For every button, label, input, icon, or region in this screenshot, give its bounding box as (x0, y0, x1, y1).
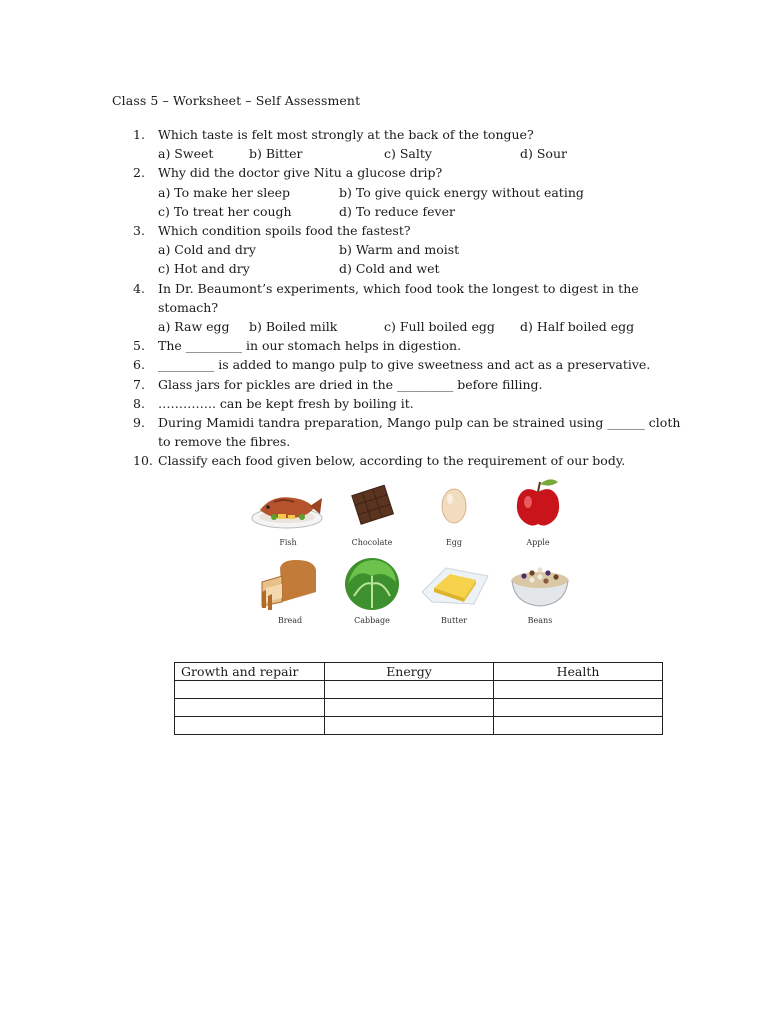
question-text: The _________ in our stomach helps in digestion. (158, 338, 462, 354)
bread-icon (252, 558, 328, 614)
question-number: 7. (133, 376, 145, 392)
table-row (175, 681, 663, 699)
question-6 (133, 355, 693, 374)
question-number: 5. (133, 338, 145, 354)
question-2 (133, 163, 693, 221)
table-row (175, 699, 663, 717)
cabbage-icon (334, 554, 410, 614)
food-label: Chocolate (351, 538, 393, 547)
table-cell (325, 681, 494, 699)
butter-icon (416, 558, 492, 614)
option-row (158, 259, 693, 278)
food-label: Bread (277, 616, 303, 625)
option-b: b) Warm and moist (339, 242, 460, 258)
option-a: a) Cold and dry (158, 242, 256, 258)
question-list (133, 125, 693, 471)
question-3 (133, 221, 693, 279)
option-b: b) Boiled milk (249, 319, 338, 335)
option-row (158, 317, 693, 336)
question-4 (133, 279, 693, 337)
question-5 (133, 336, 693, 355)
question-text: Why did the doctor give Nitu a glucose drip? (158, 165, 443, 181)
food-label: Cabbage (354, 616, 390, 625)
table-cell (325, 717, 494, 735)
table-cell (325, 699, 494, 717)
table-cell (175, 717, 325, 735)
column-header-health: Health (494, 663, 663, 681)
question-number: 6. (133, 357, 145, 373)
table-cell (494, 717, 663, 735)
food-item-cabbage (334, 554, 414, 626)
food-item-bread (252, 558, 332, 630)
food-label: Fish (279, 538, 297, 547)
option-b: b) To give quick energy without eating (339, 184, 584, 200)
question-text: Which taste is felt most strongly at the back of the tongue? (158, 127, 534, 142)
apple-icon (500, 474, 576, 536)
option-d: d) Cold and wet (339, 261, 440, 277)
option-b: b) Bitter (249, 146, 303, 162)
table-cell (175, 681, 325, 699)
food-item-apple (500, 474, 580, 546)
question-number: 1. (133, 127, 145, 142)
question-text: ………….. can be kept fresh by boiling it. (158, 395, 414, 411)
question-text: During Mamidi tandra preparation, Mango pulp can be strained using ______ cloth to remove the fibres. (158, 415, 681, 450)
option-d: d) Half boiled egg (520, 319, 635, 335)
food-label: Apple (526, 538, 550, 547)
question-number: 2. (133, 165, 145, 181)
option-c: c) To treat her cough (158, 203, 292, 219)
question-text: Glass jars for pickles are dried in the _________ before filling. (158, 376, 543, 392)
question-number: 9. (133, 415, 145, 431)
question-8 (133, 394, 693, 413)
question-number: 4. (133, 280, 145, 296)
chocolate-icon (334, 480, 410, 536)
table-row (175, 717, 663, 735)
question-text: In Dr. Beaumont’s experiments, which food took the longest to digest in the stomach? (158, 280, 639, 315)
option-c: c) Salty (384, 146, 432, 162)
question-text: Classify each food given below, according to the requirement of our body. (158, 453, 626, 469)
option-row (158, 240, 693, 259)
food-label: Butter (440, 616, 468, 625)
egg-icon (416, 480, 492, 536)
food-item-chocolate (334, 480, 414, 552)
food-picture-grid (250, 474, 580, 629)
option-c: c) Hot and dry (158, 261, 250, 277)
fish-plate-icon (250, 480, 326, 536)
option-row (158, 183, 693, 202)
food-item-egg (416, 480, 496, 552)
question-text: _________ is added to mango pulp to give sweetness and act as a preservative. (158, 357, 651, 373)
table-cell (494, 681, 663, 699)
worksheet-title: Class 5 – Worksheet – Self Assessment (112, 93, 361, 108)
table-header-row (175, 663, 663, 681)
question-9 (133, 413, 693, 451)
table-cell (494, 699, 663, 717)
question-number: 3. (133, 223, 145, 239)
option-c: c) Full boiled egg (384, 319, 495, 335)
column-header-energy: Energy (325, 663, 494, 681)
food-item-butter (416, 558, 496, 630)
option-a: a) Raw egg (158, 319, 230, 335)
food-label: Egg (445, 538, 463, 547)
question-10 (133, 451, 693, 470)
option-row (158, 144, 693, 163)
food-item-beans (502, 558, 582, 630)
option-row (158, 202, 693, 221)
food-item-fish (250, 480, 330, 552)
option-d: d) Sour (520, 146, 567, 162)
question-text: Which condition spoils food the fastest? (158, 223, 411, 239)
question-number: 8. (133, 395, 145, 411)
classification-table (174, 662, 663, 735)
question-7 (133, 375, 693, 394)
question-1 (133, 125, 693, 163)
question-number: 10. (133, 453, 153, 469)
option-d: d) To reduce fever (339, 203, 455, 219)
table-cell (175, 699, 325, 717)
option-a: a) To make her sleep (158, 184, 291, 200)
column-header-growth: Growth and repair (175, 663, 325, 681)
option-a: a) Sweet (158, 146, 214, 162)
beans-bowl-icon (502, 558, 578, 614)
food-label: Beans (527, 616, 553, 625)
